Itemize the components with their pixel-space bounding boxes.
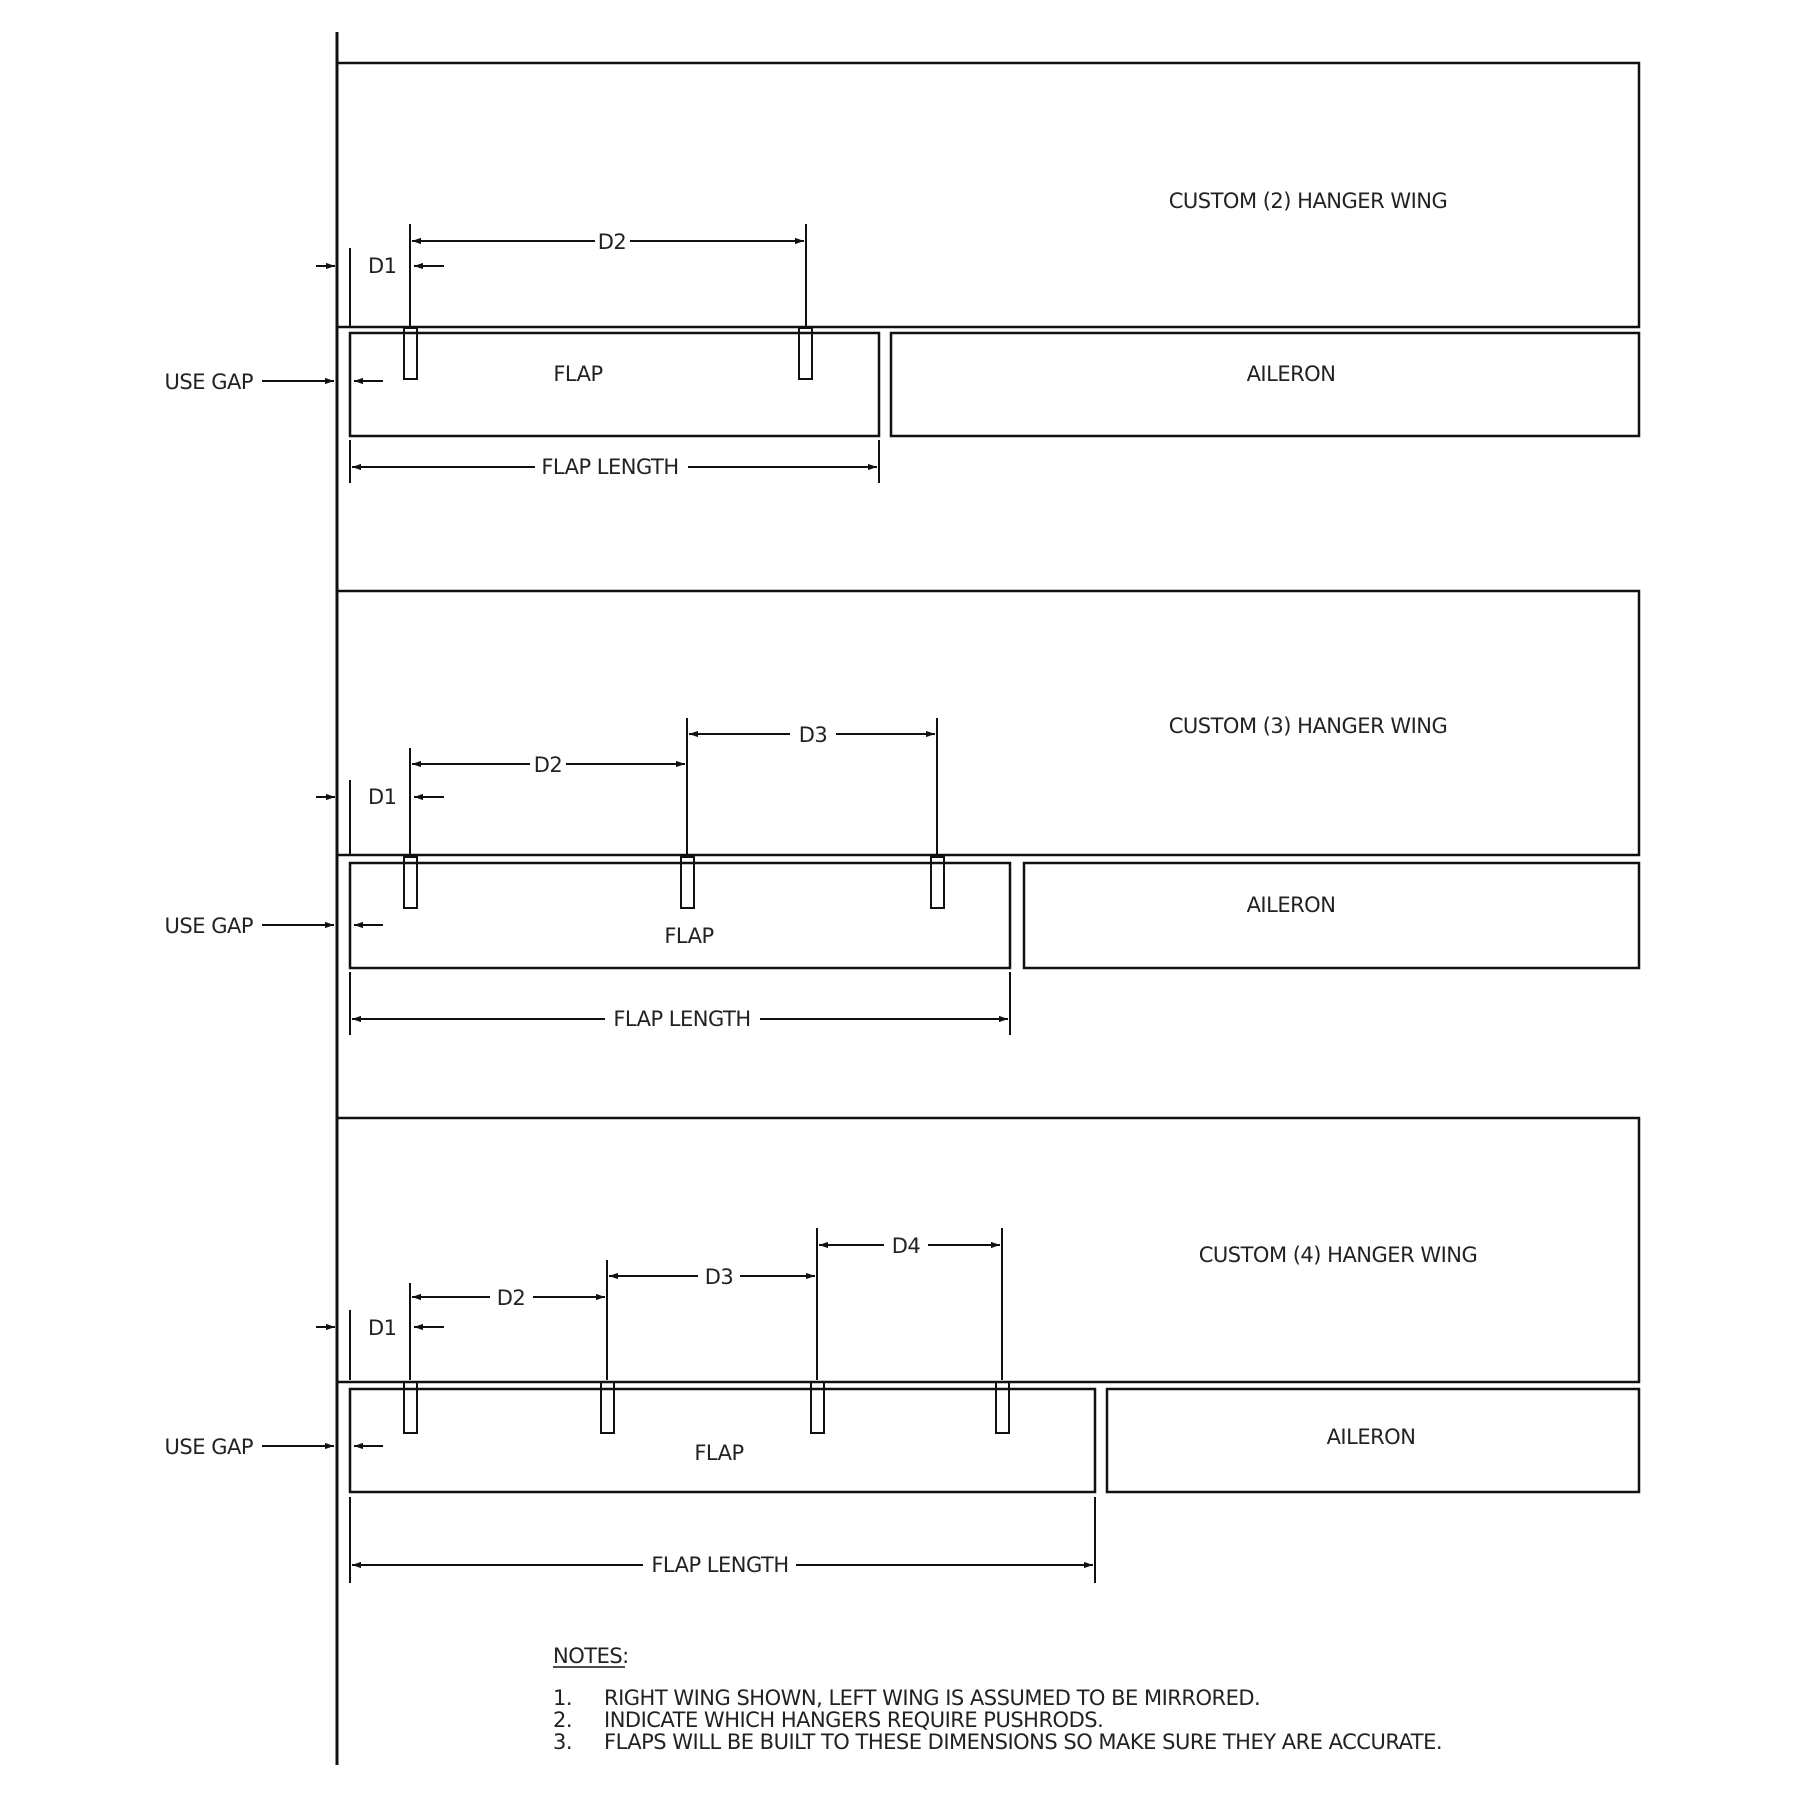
fuse-gap-label: USE GAP xyxy=(164,914,253,938)
aileron-label: AILERON xyxy=(1326,1425,1416,1449)
note-number: 1. xyxy=(553,1686,573,1710)
diagram-3-labels xyxy=(165,714,1448,1031)
dim-d3-label: D3 xyxy=(798,723,828,747)
dim-d1-label: D1 xyxy=(368,785,397,809)
note-number: 2. xyxy=(553,1708,573,1732)
aileron-label: AILERON xyxy=(1246,893,1336,917)
diagram-4-labels xyxy=(165,1234,1478,1577)
dim-d2-label: D2 xyxy=(597,230,627,254)
diagram-4-hanger xyxy=(262,1118,1639,1583)
dim-d3-label: D3 xyxy=(704,1265,734,1289)
diagram-3-hanger xyxy=(262,591,1639,1035)
hanger xyxy=(799,328,812,379)
flap-length-label: FLAP LENGTH xyxy=(541,455,679,479)
fuse-gap-label: USE GAP xyxy=(164,1435,253,1459)
dim-d1-label: D1 xyxy=(368,1316,397,1340)
note-text: INDICATE WHICH HANGERS REQUIRE PUSHRODS. xyxy=(604,1708,1104,1732)
flap-label: FLAP xyxy=(664,924,714,948)
wing-label: CUSTOM (4) HANGER WING xyxy=(1198,1243,1478,1267)
dim-d4-label: D4 xyxy=(891,1234,921,1258)
hanger xyxy=(681,857,694,908)
fuse-gap-label: USE GAP xyxy=(164,370,253,394)
flap-length-label: FLAP LENGTH xyxy=(651,1553,789,1577)
diagram-2-hanger xyxy=(262,63,1639,483)
notes-block xyxy=(553,1644,1442,1754)
dim-d2-label: D2 xyxy=(496,1286,526,1310)
flap-label: FLAP xyxy=(694,1441,744,1465)
note-text: RIGHT WING SHOWN, LEFT WING IS ASSUMED TO BE MIRRORED. xyxy=(604,1686,1261,1710)
hanger xyxy=(931,857,944,908)
flap-label: FLAP xyxy=(553,362,603,386)
wing-label: CUSTOM (2) HANGER WING xyxy=(1168,189,1448,213)
notes-title: NOTES: xyxy=(553,1644,629,1668)
dim-d2-label: D2 xyxy=(533,753,563,777)
flap-length-label: FLAP LENGTH xyxy=(613,1007,751,1031)
hanger xyxy=(404,328,417,379)
dim-d1-label: D1 xyxy=(368,254,397,278)
wing-label: CUSTOM (3) HANGER WING xyxy=(1168,714,1448,738)
hanger xyxy=(404,857,417,908)
note-text: FLAPS WILL BE BUILT TO THESE DIMENSIONS SO MAKE SURE THEY ARE ACCURATE. xyxy=(604,1730,1443,1754)
aileron-label: AILERON xyxy=(1246,362,1336,386)
note-number: 3. xyxy=(553,1730,573,1754)
